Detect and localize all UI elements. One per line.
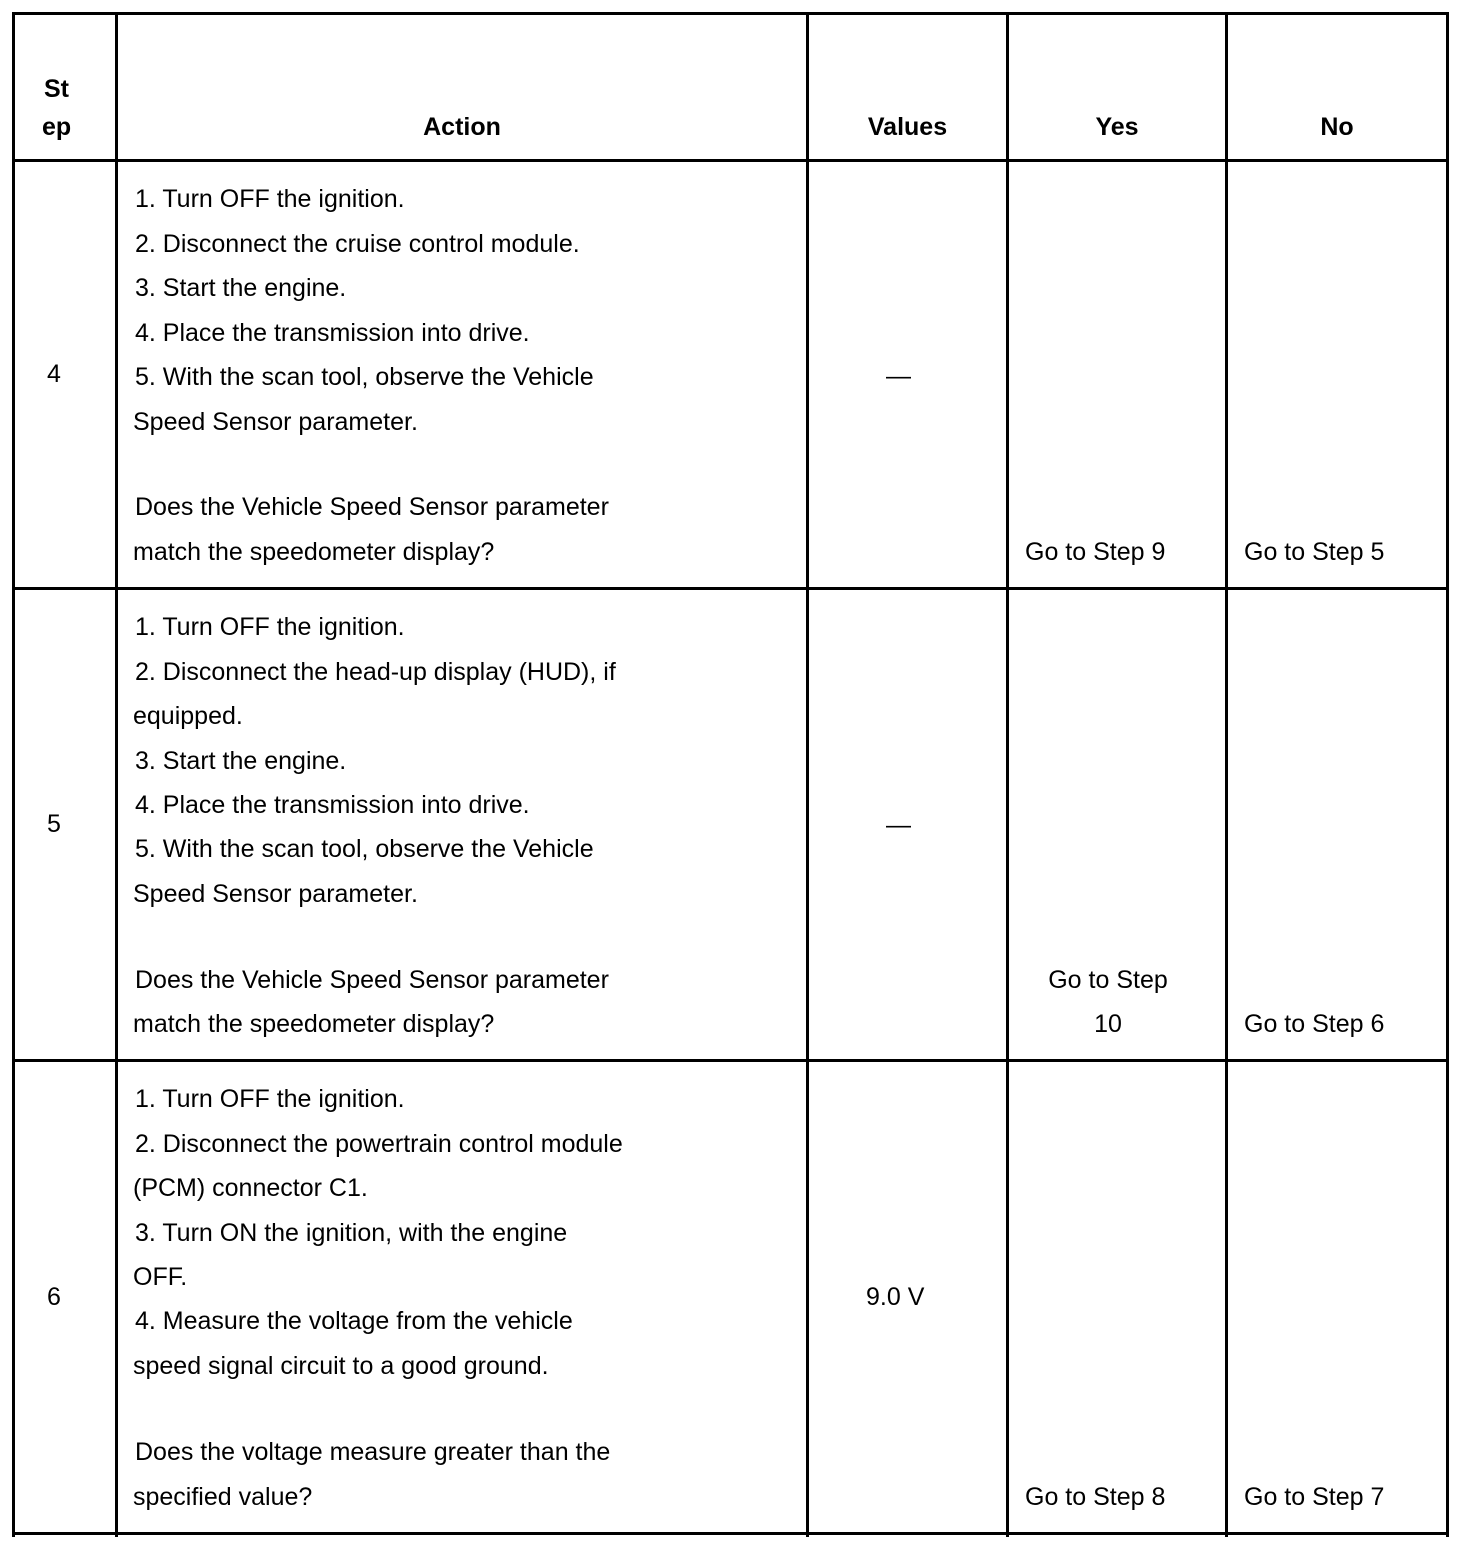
no-cell: Go to Step 5 [1244,538,1385,566]
action-line: 4. Place the transmission into drive. [135,791,530,819]
action-line: 1. Turn OFF the ignition. [135,185,405,213]
no-cell: Go to Step 6 [1244,1010,1385,1038]
action-line: 2. Disconnect the cruise control module. [135,230,580,258]
action-line: 4. Measure the voltage from the vehicle [135,1307,573,1335]
action-line: speed signal circuit to a good ground. [133,1352,549,1380]
action-line: 5. With the scan tool, observe the Vehicle [135,835,594,863]
action-line: equipped. [133,702,243,730]
action-line: 1. Turn OFF the ignition. [135,613,405,641]
header-values: Values [867,113,948,141]
step-number: 4 [47,360,61,388]
table-border-right [1446,12,1449,1537]
header-action: Action [423,113,501,141]
table-border-left [12,12,15,1537]
action-line: 1. Turn OFF the ignition. [135,1085,405,1113]
step-number: 6 [47,1283,61,1311]
yes-cell: 10 [1094,1010,1122,1038]
action-line: 2. Disconnect the head-up display (HUD), if [135,658,616,686]
action-line: 4. Place the transmission into drive. [135,319,530,347]
no-cell: Go to Step 7 [1244,1483,1385,1511]
row-divider-2 [12,1059,1449,1062]
action-line: (PCM) connector C1. [133,1174,368,1202]
column-divider-yes [1225,12,1228,1537]
yes-cell: Go to Step 9 [1025,538,1166,566]
action-line: Speed Sensor parameter. [133,880,418,908]
action-line: 3. Start the engine. [135,747,347,775]
row-divider-1 [12,587,1449,590]
action-line: 3. Start the engine. [135,274,347,302]
value-cell: — [886,362,911,390]
action-line: Speed Sensor parameter. [133,408,418,436]
action-question: Does the Vehicle Speed Sensor parameter [135,966,609,994]
header-divider [12,159,1449,162]
step-number: 5 [47,810,61,838]
header-step-line2: ep [42,113,72,141]
action-question: specified value? [133,1483,313,1511]
column-divider-step [115,12,118,1537]
action-line: OFF. [133,1263,188,1291]
action-question: match the speedometer display? [133,1010,495,1038]
yes-cell: Go to Step [1048,966,1168,994]
table-border-bottom [12,1532,1449,1535]
yes-cell: Go to Step 8 [1025,1483,1166,1511]
action-line: 2. Disconnect the powertrain control module [135,1130,623,1158]
column-divider-action [806,12,809,1537]
header-no: No [1320,113,1354,141]
action-line: 3. Turn ON the ignition, with the engine [135,1219,568,1247]
header-yes: Yes [1095,113,1139,141]
value-cell: 9.0 V [866,1283,925,1311]
table-border-top [12,12,1449,15]
action-question: Does the voltage measure greater than the [135,1438,611,1466]
header-step-line1: St [44,75,69,103]
action-question: match the speedometer display? [133,538,495,566]
value-cell: — [886,811,911,839]
column-divider-values [1006,12,1009,1537]
action-question: Does the Vehicle Speed Sensor parameter [135,493,609,521]
action-line: 5. With the scan tool, observe the Vehicle [135,363,594,391]
